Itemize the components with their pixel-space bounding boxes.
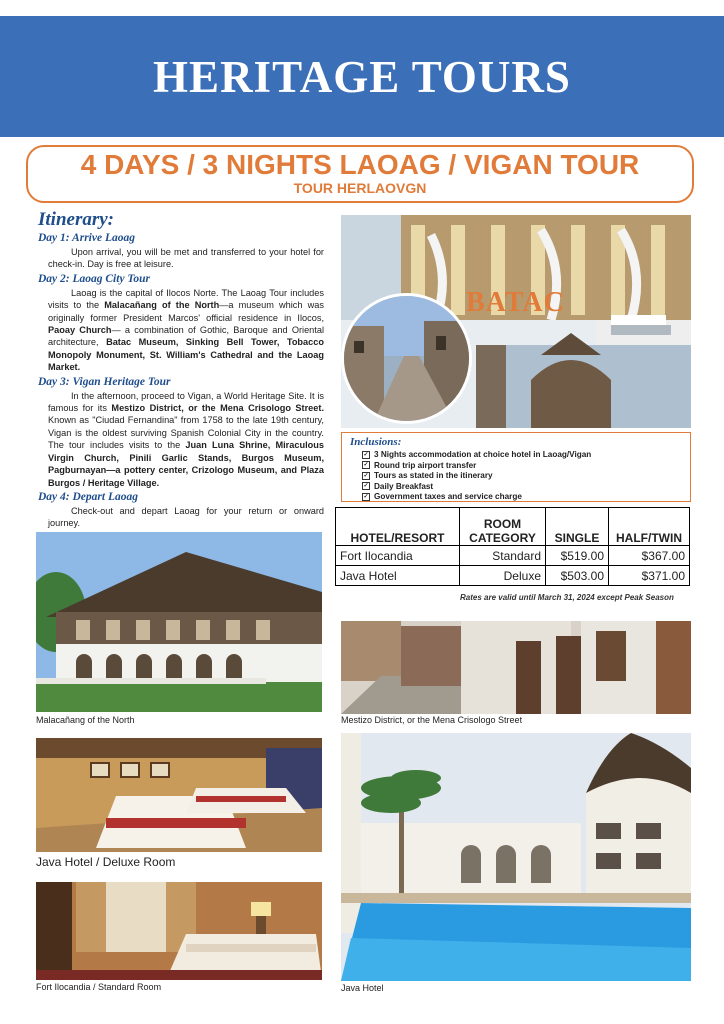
fort-ilocandia-room-photo <box>36 882 322 980</box>
table-row <box>336 566 690 586</box>
day-4-title: Day 4: Depart Laoag <box>38 490 138 503</box>
inclusion-item: ✓ Government taxes and service charge <box>363 492 522 501</box>
fort-room-caption: Fort Ilocandia / Standard Room <box>36 982 162 992</box>
checkbox-icon: ✓ <box>363 483 369 490</box>
java-hotel-room-photo <box>36 738 322 852</box>
col-header-room-category: ROOM CATEGORY <box>460 508 546 546</box>
rates-table <box>335 507 690 586</box>
tour-title: 4 DAYS / 3 NIGHTS LAOAG / VIGAN TOUR <box>80 149 640 180</box>
table-row <box>336 546 690 566</box>
inclusion-item: ✓ Tours as stated in the itinerary <box>363 471 493 480</box>
col-header-hotel: HOTEL/RESORT <box>336 508 460 546</box>
hotel-cell: Fort Ilocandia <box>336 546 460 566</box>
inclusions-box <box>341 432 691 502</box>
inclusion-item: ✓ Round trip airport transfer <box>363 460 477 470</box>
itinerary-heading: Itinerary: <box>38 209 114 230</box>
mestizo-caption: Mestizo District, or the Mena Crisologo Street <box>341 715 523 725</box>
hotel-cell: Java Hotel <box>336 566 460 586</box>
category-cell: Deluxe <box>460 566 546 586</box>
day-3-text: In the afternoon, proceed to Vigan, a World Heritage Site. It is famous for its Mestizo District, or the Mena Crisologo Street. Known as "Ciudad Fernandina" from 1758 to the late 19th century, Vigan is the oldest surviving Spanish Colonial City in the country. The tour includes visits to the Juan Luna Shrine, Miraculous Virgin Church, Pinili Garlic Stands, Burgos Museum, Pagburnayan—a pottery center, Crizologo Museum, and Plaza Burgos / Heritage Village. <box>48 390 324 488</box>
category-cell: Standard <box>460 546 546 566</box>
rates-header-row <box>336 508 690 546</box>
java-hotel-pool-photo <box>341 733 691 981</box>
itinerary-section <box>38 210 324 530</box>
batac-collage-photo <box>341 215 691 428</box>
col-header-single: SINGLE <box>546 508 609 546</box>
inclusion-item: ✓ 3 Nights accommodation at choice hotel in Laoag/Vigan <box>363 450 592 459</box>
col-header-half-twin: HALF/TWIN <box>609 508 690 546</box>
single-rate-cell: $503.00 <box>546 566 609 586</box>
inclusion-item: ✓ Daily Breakfast <box>363 481 434 491</box>
day-3-title: Day 3: Vigan Heritage Tour <box>38 375 171 388</box>
single-rate-cell: $519.00 <box>546 546 609 566</box>
java-room-caption: Java Hotel / Deluxe Room <box>36 855 176 869</box>
java-pool-caption: Java Hotel <box>341 983 384 993</box>
malacanang-photo <box>36 532 322 712</box>
rates-validity-note: Rates are valid until March 31, 2024 except Peak Season <box>460 593 674 602</box>
batac-sign-text: BATAC <box>466 287 565 318</box>
checkbox-icon: ✓ <box>363 472 369 479</box>
street-inset-photo <box>341 293 472 424</box>
malacanang-caption: Malacañang of the North <box>36 715 135 725</box>
twin-rate-cell: $367.00 <box>609 546 690 566</box>
tour-title-box <box>26 145 694 203</box>
inclusions-title: Inclusions: <box>350 436 402 448</box>
day-1-text: Upon arrival, you will be met and transferred to your hotel for check-in. Day is free at leisure. <box>48 247 324 270</box>
twin-rate-cell: $371.00 <box>609 566 690 586</box>
mestizo-district-photo <box>341 621 691 714</box>
checkbox-icon: ✓ <box>363 462 369 469</box>
checkbox-icon: ✓ <box>363 493 369 500</box>
day-4-text: Check-out and depart Laoag for your return or onward journey. <box>48 505 324 529</box>
banner-title: HERITAGE TOURS <box>153 51 571 102</box>
checkbox-icon: ✓ <box>363 451 369 458</box>
day-1-title: Day 1: Arrive Laoag <box>38 232 135 244</box>
tour-code: TOUR HERLAOVGN <box>293 180 427 196</box>
day-2-text: Laoag is the capital of Ilocos Norte. The Laoag Tour includes visits to the Malacañang of the North—a museum which was originally former President Marcos' official residence in Ilocos, Paoay Church— a combination of Gothic, Baroque and Oriental architecture, Batac Museum, Sinking Bell Tower, Tobacco Monopoly Monument, St. William's Cathedral and the Laoag Market. <box>48 287 324 373</box>
header-banner <box>0 16 724 137</box>
day-2-title: Day 2: Laoag City Tour <box>38 272 151 285</box>
